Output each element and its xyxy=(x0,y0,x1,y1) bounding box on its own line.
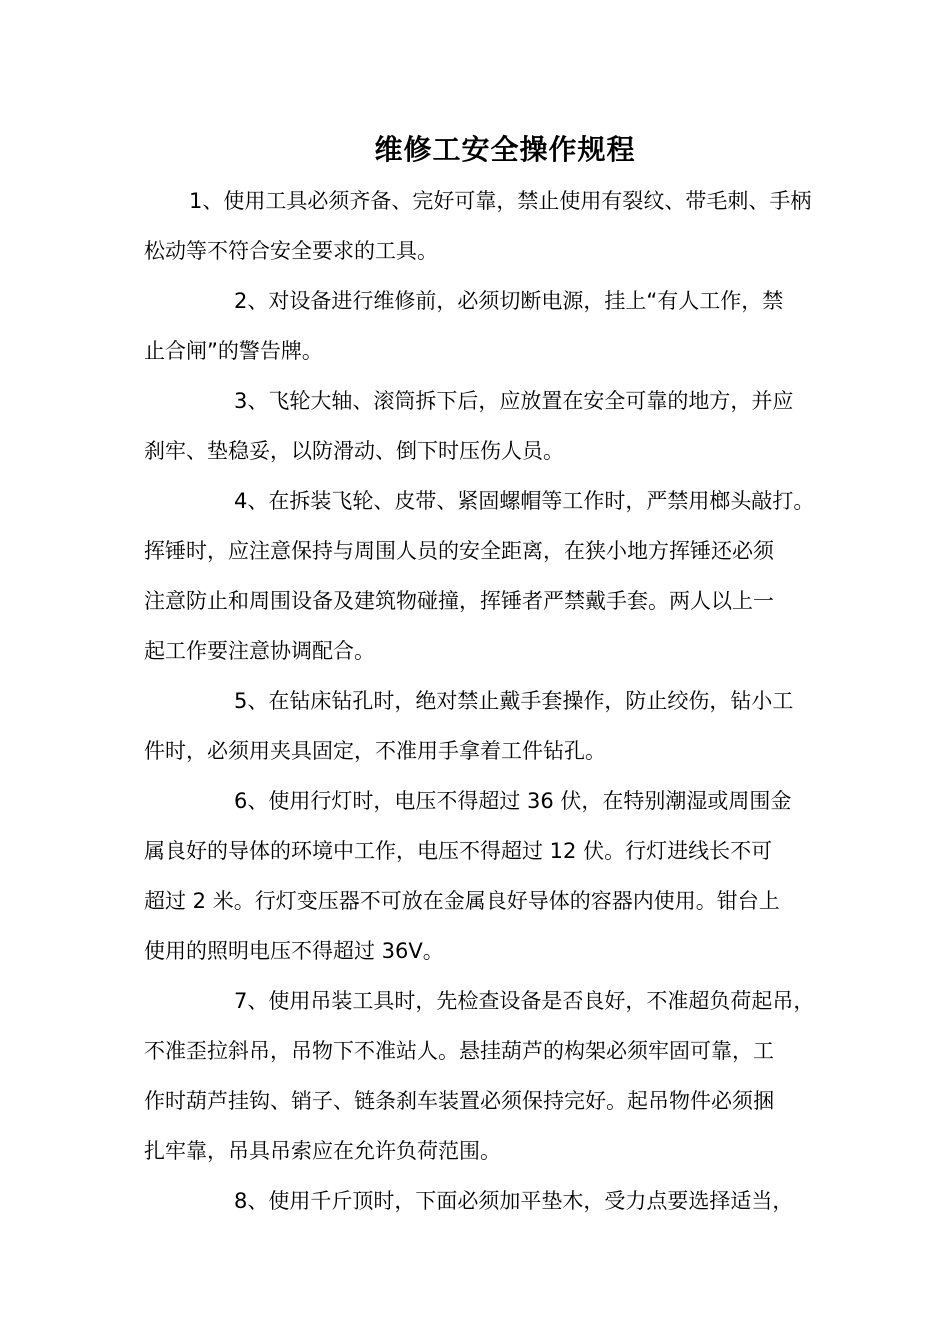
text-line: 刹牢、垫稳妥，以防滑动、倒下时压伤人员。 xyxy=(144,439,564,463)
text-line: 8、使用千斤顶时，下面必须加平垫木，受力点要选择适当， xyxy=(234,1189,794,1213)
text-line: 4、在拆装飞轮、皮带、紧固螺帽等工作时，严禁用榔头敲打。 xyxy=(234,489,815,513)
text-line: 止合闸”的警告牌。 xyxy=(144,339,323,363)
text-line: 2、对设备进行维修前，必须切断电源，挂上“有人工作，禁 xyxy=(234,289,784,313)
text-line: 超过 2 米。行灯变压器不可放在金属良好导体的容器内使用。钳台上 xyxy=(144,889,780,913)
text-line: 使用的照明电压不得超过 36V。 xyxy=(144,939,444,963)
text-line: 扎牢靠，吊具吊索应在允许负荷范围。 xyxy=(144,1139,501,1163)
text-line: 3、飞轮大轴、滚筒拆下后，应放置在安全可靠的地方，并应 xyxy=(234,389,794,413)
text-line: 作时葫芦挂钩、销子、链条刹车装置必须保持完好。起吊物件必须捆 xyxy=(144,1089,774,1113)
text-line: 属良好的导体的环境中工作，电压不得超过 12 伏。行灯进线长不可 xyxy=(144,839,773,863)
text-line: 1、使用工具必须齐备、完好可靠，禁止使用有裂纹、带毛刺、手柄 xyxy=(189,189,812,213)
text-line: 起工作要注意协调配合。 xyxy=(144,639,375,663)
text-line: 挥锤时，应注意保持与周围人员的安全距离，在狭小地方挥锤还必须 xyxy=(144,539,774,563)
text-line: 件时，必须用夹具固定，不准用手拿着工件钻孔。 xyxy=(144,739,606,763)
text-line: 7、使用吊装工具时，先检查设备是否良好，不准超负荷起吊， xyxy=(234,989,815,1013)
text-line: 不准歪拉斜吊，吊物下不准站人。悬挂葫芦的构架必须牢固可靠，工 xyxy=(144,1039,774,1063)
text-line: 注意防止和周围设备及建筑物碰撞，挥锤者严禁戴手套。两人以上一 xyxy=(144,589,774,613)
text-line: 5、在钻床钻孔时，绝对禁止戴手套操作，防止绞伤，钻小工 xyxy=(234,689,794,713)
text-line: 6、使用行灯时，电压不得超过 36 伏，在特别潮湿或周围金 xyxy=(234,789,792,813)
document-title: 维修工安全操作规程 xyxy=(374,133,636,166)
text-line: 松动等不符合安全要求的工具。 xyxy=(144,239,438,263)
